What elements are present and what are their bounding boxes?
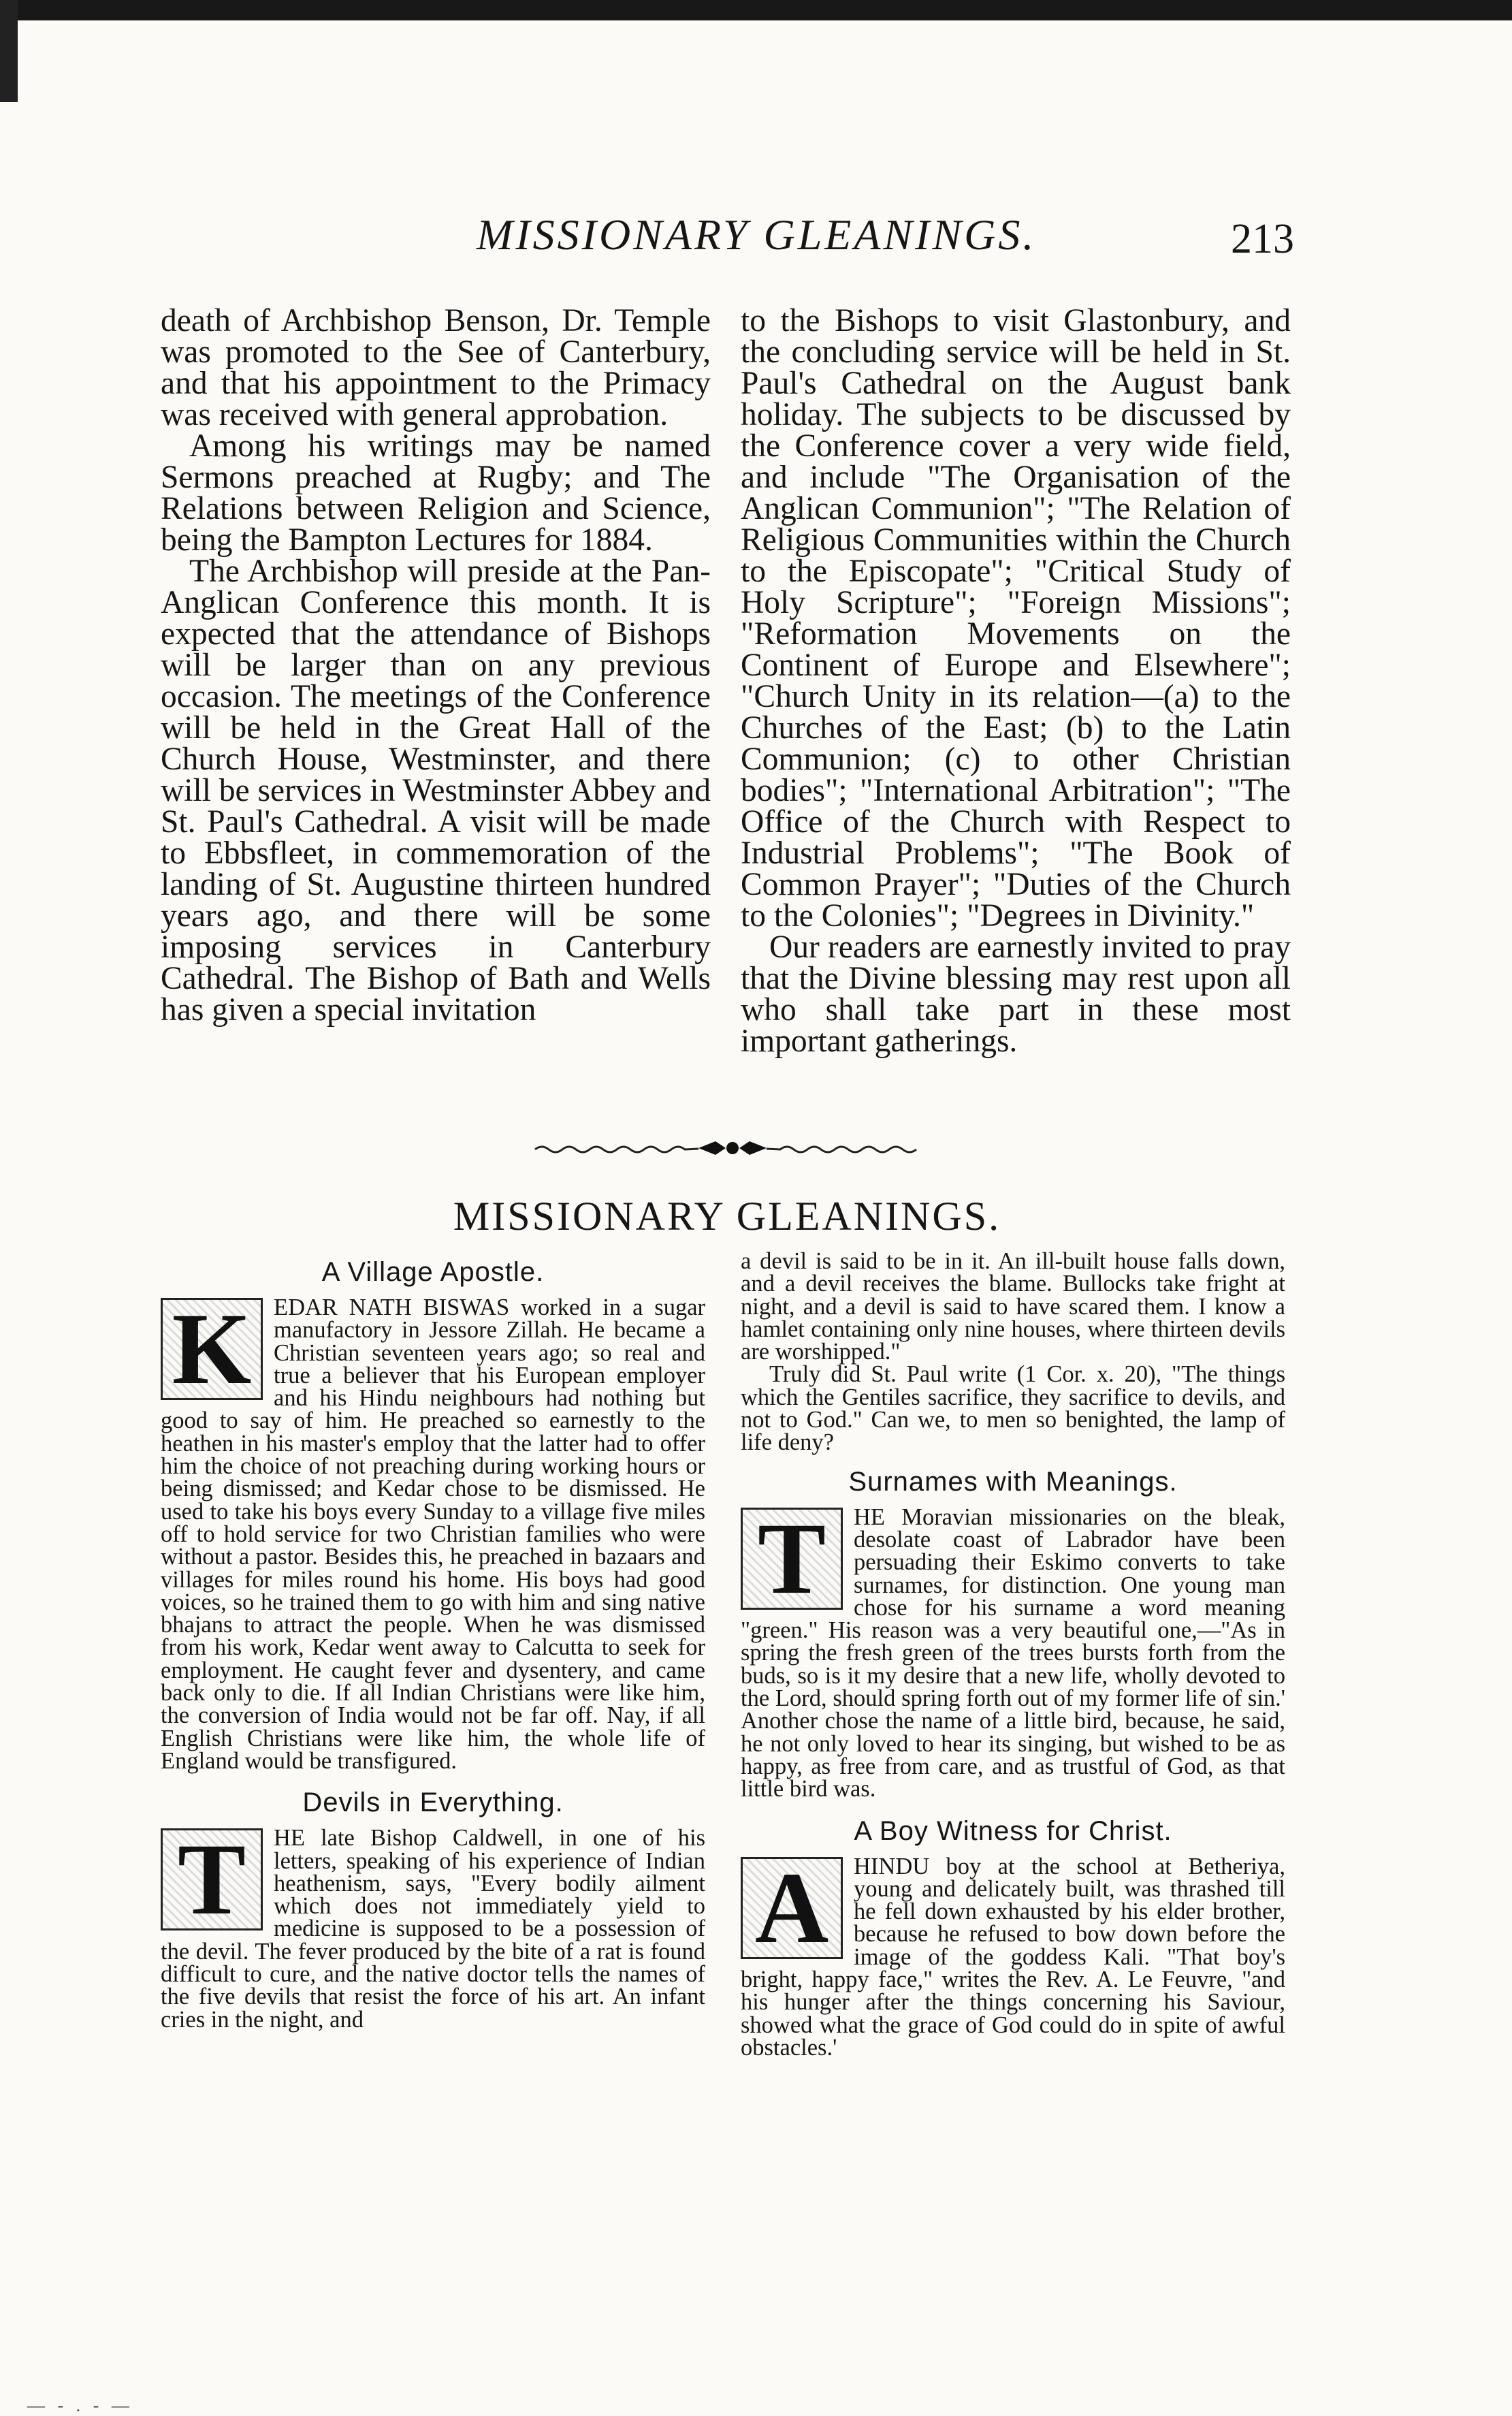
article-body: HINDU boy at the school at Betheriya, young and delicately built, was thrashed till he fell down exhausted by his elder brother, because he refused to bow down before the image of the goddess Kali. "That boy's bright, happy face," writes the Rev. A. Le Feuvre, "and his hunger after the things concerning his Saviour, showed what the grace of God could do in spite of awful obstacles.': [741, 1853, 1285, 2061]
lower-left-column: [161, 1250, 705, 2031]
top-left-column: [161, 305, 711, 1026]
top-right-column: [741, 305, 1291, 1057]
paragraph: to the Bishops to visit Glastonbury, and the concluding service will be held in St. Paul's Cathedral on the August bank holiday. The subjects to be discussed by the Conference cover a very wide field, and include "The Organisation of the Anglican Communion"; "The Relation of Religious Communities within the Church to the Episcopate"; "Critical Study of Holy Scripture"; "Foreign Missions"; "Reformation Movements on the Continent of Europe and Elsewhere"; "Church Unity in its relation—(a) to the Churches of the East; (b) to the Latin Communion; (c) to other Christian bodies"; "International Arbitration"; "The Office of the Church with Respect to Industrial Problems"; "The Book of Common Prayer"; "Duties of the Church to the Colonies"; "Degrees in Divinity.": [741, 303, 1291, 934]
paragraph: Among his writings may be named Sermons preached at Rugby; and The Relations between Religion and Science, being the Bampton Lectures for 1884.: [161, 428, 711, 558]
article-heading: A Boy Witness for Christ.: [854, 1815, 1172, 1846]
article-body: Truly did St. Paul write (1 Cor. x. 20), "The things which the Gentiles sacrifice, they sacrifice to devils, and not to God." Can we, to men so benighted, the lamp of life deny?: [741, 1361, 1285, 1456]
article-devils: [161, 1823, 705, 2033]
paragraph: death of Archbishop Benson, Dr. Temple was promoted to the See of Canterbury, and that his appointment to the Primacy was received with general approbation.: [161, 303, 711, 432]
top-edge-bar: [0, 0, 1512, 20]
dropcap-letter: T: [741, 1508, 843, 1610]
article-heading: Devils in Everything.: [302, 1787, 564, 1818]
paragraph: Our readers are earnestly invited to pray that the Divine blessing may rest upon all who shall take part in these most important gatherings.: [741, 929, 1291, 1059]
page-number: 213: [1231, 216, 1294, 262]
running-head: MISSIONARY GLEANINGS.: [477, 210, 1037, 259]
article-continuation: a devil is said to be in it. An ill-built house falls down, and a devil receives the blame. Bullocks take fright at night, and a devil is said to have scared them. I know a hamlet containing only nine houses, where thirteen devils are worshipped.": [741, 1248, 1285, 1365]
scan-edge-marks: — - . - —: [27, 2396, 133, 2415]
article-body: HE late Bishop Caldwell, in one of his letters, speaking of his experience of Indian heathenism, says, "Every bodily ailment which does not immediately yield to medicine is supposed to be a possession of the devil. The fever produced by the bite of a rat is found difficult to cure, and the native doctor tells the names of the five devils that resist the force of his art. An infant cries in the night, and: [161, 1825, 705, 2033]
article-body: EDAR NATH BISWAS worked in a sugar manufactory in Jessore Zillah. He became a Christian seventeen years ago; so real and true a believer that his European employer and his Hindu neighbours had nothing but good to say of him. He preached so earnestly to the heathen in his master's employ that the latter had to offer him the choice of not preaching during working hours or being dismissed; and Kedar chose to be dismissed. He used to take his boys every Sunday to a village five miles off to hold service for two Christian families who were without a pastor. Besides this, he preached in bazaars and villages for miles round his home. His boys had good voices, so he trained them to go with him and sing native bhajans to attract the people. When he was dismissed from his work, Kedar went away to Calcutta to seek for employment. He caught fever and dysentery, and came back only to die. If all Indian Christians were like him, the conversion of India would not be far off. Nay, if all English Christians were like him, the whole life of England would be transfigured.: [161, 1294, 705, 1774]
paragraph: The Archbishop will preside at the Pan-Anglican Conference this month. It is expected that the attendance of Bishops will be larger than on any previous occasion. The meetings of the Conference will be held in the Great Hall of the Church House, Westminster, and there will be services in Westminster Abbey and St. Paul's Cathedral. A visit will be made to Ebbsfleet, in commemoration of the landing of St. Augustine thirteen hundred years ago, and there will be some imposing services in Canterbury Cathedral. The Bishop of Bath and Wells has given a special invitation: [161, 554, 711, 1028]
dropcap-letter: T: [161, 1828, 263, 1930]
lower-right-column: [741, 1250, 1285, 2059]
dropcap-letter: A: [741, 1857, 843, 1959]
article-village-apostle: [161, 1292, 705, 1774]
left-edge-bar: [0, 0, 18, 102]
article-body: HE Moravian missionaries on the bleak, desolate coast of Labrador have been persuading their Eskimo converts to take surnames, for distinction. One young man chose for his surname a word meaning "green." His reason was a very beautiful one,—"As in spring the fresh green of the trees bursts forth from the buds, so is it my desire that a new life, wholly devoted to the Lord, should spring forth out of my former life of sin.' Another chose the name of a little bird, because, he said, he not only loved to hear its singing, but wished to be as happy, as free from care, and as trustful of God, as that little bird was.: [741, 1504, 1285, 1802]
article-heading: Surnames with Meanings.: [848, 1466, 1178, 1497]
ornament-divider: [528, 1134, 923, 1162]
article-boy-witness: [741, 1851, 1285, 2061]
article-heading: A Village Apostle.: [321, 1257, 545, 1287]
section-title: MISSIONARY GLEANINGS.: [453, 1194, 1001, 1239]
article-surnames: [741, 1501, 1285, 1802]
dropcap-letter: K: [161, 1298, 263, 1400]
